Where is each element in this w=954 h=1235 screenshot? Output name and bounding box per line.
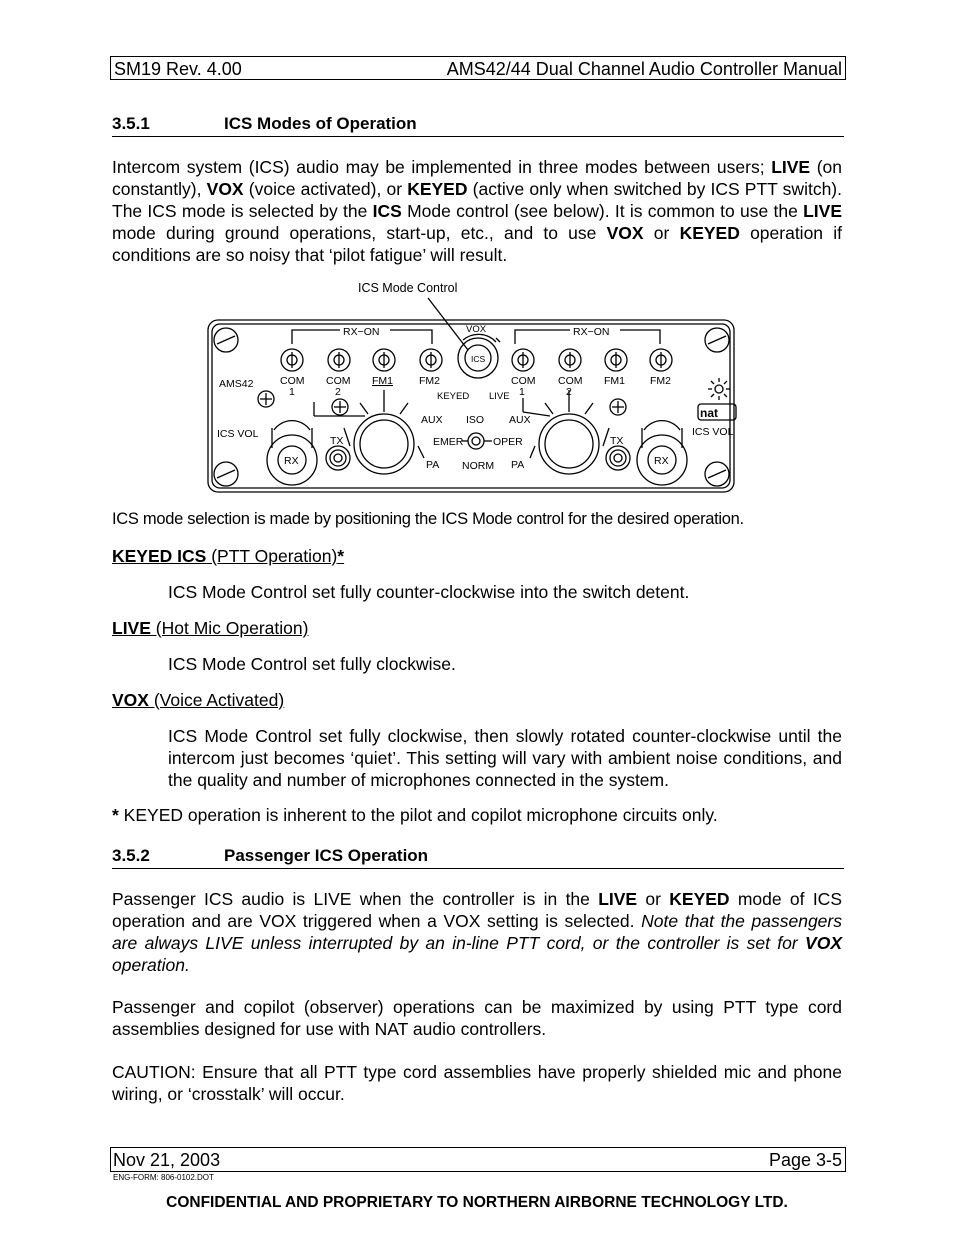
svg-text:ICS VOL: ICS VOL <box>217 428 259 440</box>
screw-icon <box>214 462 238 486</box>
svg-text:AUX: AUX <box>421 414 443 426</box>
footer-date: Nov 21, 2003 <box>113 1150 221 1170</box>
svg-text:FM2: FM2 <box>419 375 440 387</box>
svg-text:KEYED: KEYED <box>437 391 470 402</box>
svg-text:1: 1 <box>519 386 525 398</box>
ics-volume-knob-left-icon <box>267 421 317 485</box>
svg-text:NORM: NORM <box>462 460 495 472</box>
keyed-description: ICS Mode Control set fully counter-clockwise into the switch detent. <box>168 582 690 602</box>
section-number: 3.5.2 <box>112 846 150 865</box>
vox-description: ICS Mode Control set fully clockwise, then slowly rotated counter-clockwise until the intercom just becomes ‘quiet’. This setting will vary with ambient noise conditions, and the quality and number of microphones connected in the system. <box>168 726 842 790</box>
screw-icon <box>705 328 729 352</box>
section-title: ICS Modes of Operation <box>224 114 417 133</box>
screw-icon <box>705 462 729 486</box>
vox-heading: VOX (Voice Activated) <box>112 690 285 710</box>
svg-text:RX: RX <box>654 455 669 467</box>
toggle-switch-icon <box>420 349 442 371</box>
svg-text:RX−ON: RX−ON <box>343 326 380 338</box>
svg-text:nat: nat <box>700 406 718 420</box>
section-heading <box>112 846 844 869</box>
right-selector-knob-icon <box>523 390 609 474</box>
toggle-switch-icon <box>512 349 534 371</box>
ics-mode-control-callout: ICS Mode Control <box>358 281 458 295</box>
svg-text:FM1: FM1 <box>372 375 393 387</box>
svg-text:ICS: ICS <box>471 354 486 364</box>
section-title: Passenger ICS Operation <box>224 846 429 865</box>
svg-text:1: 1 <box>289 386 295 398</box>
caution-paragraph: CAUTION: Ensure that all PTT type cord assemblies have properly shielded mic and phone wiring, or ‘crosstalk’ will occur. <box>112 1062 842 1104</box>
toggle-switch-icon <box>559 349 581 371</box>
keyed-footnote: * KEYED operation is inherent to the pilot and copilot microphone circuits only. <box>112 805 718 825</box>
selection-note: ICS mode selection is made by positioning the ICS Mode control for the desired operation. <box>112 510 744 528</box>
confidential-notice: CONFIDENTIAL AND PROPRIETARY TO NORTHERN AIRBORNE TECHNOLOGY LTD. <box>166 1194 788 1211</box>
svg-text:FM1: FM1 <box>604 375 625 387</box>
svg-text:COM: COM <box>511 375 536 387</box>
svg-text:RX−ON: RX−ON <box>573 326 610 338</box>
svg-text:COM: COM <box>558 375 583 387</box>
screw-icon <box>610 399 626 415</box>
svg-text:ISO: ISO <box>466 414 485 426</box>
screw-icon <box>258 391 274 407</box>
live-description: ICS Mode Control set fully clockwise. <box>168 654 456 674</box>
svg-text:2: 2 <box>335 386 341 398</box>
emer-toggle-icon <box>462 433 492 449</box>
svg-text:COM: COM <box>326 375 351 387</box>
screw-icon <box>214 328 238 352</box>
intro-paragraph: Intercom system (ICS) audio may be implemented in three modes between users; LIVE (on constantly), VOX (voice activated), or KEYED (active only when switched by ICS PTT switch). The ICS mode is selected by the ICS Mode control (see below). It is common to use the LIVE mode during ground operations, start-up, etc., and to use VOX or KEYED operation if conditions are so noisy that ‘pilot fatigue’ will result. <box>112 157 843 265</box>
passenger-paragraph: Passenger ICS audio is LIVE when the controller is in the LIVE or KEYED mode of ICS operation and are VOX triggered when a VOX setting is selected. Note that the passengers are always LIVE unless interrupted by an in-line PTT cord, or the controller is set for VOX operation. <box>112 889 842 975</box>
svg-text:VOX: VOX <box>466 324 487 335</box>
svg-text:FM2: FM2 <box>650 375 671 387</box>
toggle-switch-icon <box>650 349 672 371</box>
svg-text:PA: PA <box>511 459 525 471</box>
toggle-switch-icon <box>605 349 627 371</box>
svg-text:AUX: AUX <box>509 414 531 426</box>
svg-text:RX: RX <box>284 455 299 467</box>
svg-text:PA: PA <box>426 459 440 471</box>
svg-text:OPER: OPER <box>493 436 523 448</box>
svg-text:ICS VOL: ICS VOL <box>692 426 734 438</box>
live-heading: LIVE (Hot Mic Operation) <box>112 618 309 638</box>
page-header <box>110 56 846 80</box>
section-heading <box>112 114 844 137</box>
tx-knob-right-icon <box>606 446 630 470</box>
copilot-paragraph: Passenger and copilot (observer) operations can be maximized by using PTT type cord assemblies designed for use with NAT audio controllers. <box>112 997 842 1039</box>
svg-text:AMS42: AMS42 <box>219 378 254 390</box>
tx-knob-left-icon <box>326 446 350 470</box>
page-footer <box>110 1147 846 1172</box>
footer-page-number: Page 3-5 <box>768 1150 842 1170</box>
svg-text:TX: TX <box>330 435 344 447</box>
svg-text:LIVE: LIVE <box>489 391 510 402</box>
header-doc-id: SM19 Rev. 4.00 <box>114 59 242 79</box>
toggle-switch-icon <box>328 349 350 371</box>
keyed-heading: KEYED ICS (PTT Operation)* <box>112 546 345 566</box>
ics-volume-knob-right-icon <box>637 421 687 485</box>
svg-text:EMER: EMER <box>433 436 464 448</box>
form-number: ENG-FORM: 806-0102.DOT <box>113 1173 214 1182</box>
toggle-switch-icon <box>281 349 303 371</box>
screw-icon <box>332 399 348 415</box>
toggle-switch-icon <box>373 349 395 371</box>
svg-text:2: 2 <box>566 386 572 398</box>
svg-text:TX: TX <box>610 435 624 447</box>
svg-text:COM: COM <box>280 375 305 387</box>
header-doc-title: AMS42/44 Dual Channel Audio Controller Manual <box>446 59 842 79</box>
section-number: 3.5.1 <box>112 114 150 133</box>
ams42-panel-figure <box>200 278 740 498</box>
